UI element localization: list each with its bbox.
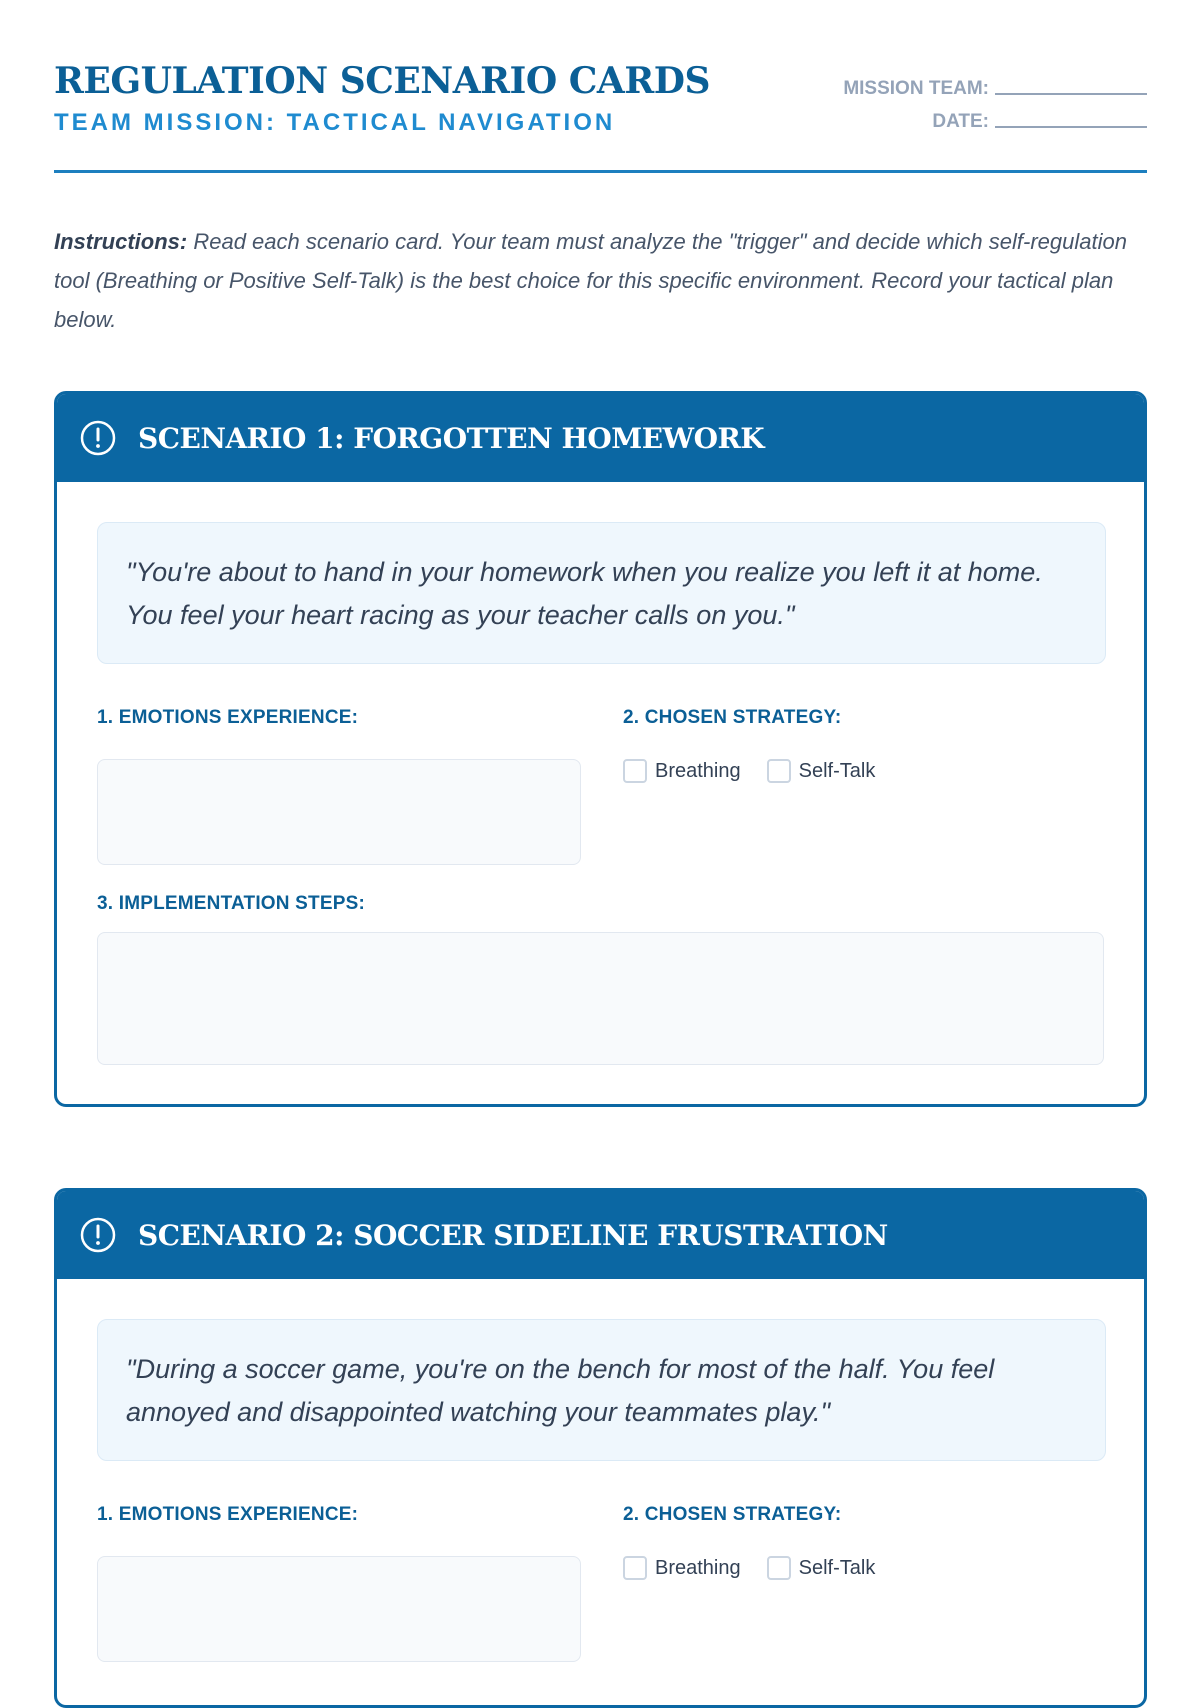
scenario-card	[54, 391, 1147, 1107]
date-row	[843, 100, 1147, 133]
implementation-input[interactable]	[97, 932, 1104, 1065]
selftalk-checkbox[interactable]	[767, 1556, 791, 1580]
scenario-title: SCENARIO 2: SOCCER SIDELINE FRUSTRATION	[138, 1218, 888, 1252]
instructions-text: Read each scenario card. Your team must analyze the "trigger" and decide which self-regulation tool (Breathing or Positive Self-Talk) is the best choice for this specific environment. Record your tactical plan below.	[54, 229, 1127, 332]
strategy-column	[623, 1503, 1106, 1580]
scenario-card	[54, 1188, 1147, 1708]
mission-team-label: MISSION TEAM:	[843, 78, 989, 99]
breathing-label: Breathing	[655, 759, 741, 782]
instructions	[54, 222, 1147, 339]
page-title: REGULATION SCENARIO CARDS	[54, 60, 710, 102]
breathing-option[interactable]	[623, 759, 741, 783]
breathing-checkbox[interactable]	[623, 759, 647, 783]
page-subtitle: TEAM MISSION: TACTICAL NAVIGATION	[54, 109, 616, 136]
emotions-column	[97, 706, 581, 865]
scenario-fields	[97, 706, 1104, 872]
scenario-fields	[97, 1503, 1104, 1669]
strategy-options	[623, 759, 1106, 783]
scenario-header	[57, 394, 1144, 482]
emotions-input[interactable]	[97, 1556, 581, 1662]
date-label: DATE:	[932, 111, 989, 132]
selftalk-label: Self-Talk	[798, 1556, 876, 1579]
strategy-column	[623, 706, 1106, 783]
mission-team-field[interactable]	[995, 93, 1147, 95]
implementation-label: 3. IMPLEMENTATION STEPS:	[97, 893, 365, 914]
implementation-section	[97, 892, 1104, 1065]
scenario-title: SCENARIO 1: FORGOTTEN HOMEWORK	[138, 421, 765, 455]
scenario-body	[57, 482, 1144, 1065]
scenario-header	[57, 1191, 1144, 1279]
emotions-column	[97, 1503, 581, 1662]
selftalk-checkbox[interactable]	[767, 759, 791, 783]
header-meta	[843, 67, 1147, 133]
strategy-label: 2. CHOSEN STRATEGY:	[623, 1504, 842, 1525]
selftalk-option[interactable]	[767, 759, 876, 783]
scenario-body	[57, 1279, 1144, 1669]
alert-circle-icon	[79, 419, 117, 457]
selftalk-label: Self-Talk	[798, 759, 876, 782]
instructions-lead: Instructions:	[54, 229, 188, 254]
breathing-checkbox[interactable]	[623, 1556, 647, 1580]
scenario-quote: "During a soccer game, you're on the bench for most of the half. You feel annoyed and disappointed watching your teammates play."	[97, 1319, 1106, 1461]
alert-circle-icon	[79, 1216, 117, 1254]
strategy-options	[623, 1556, 1106, 1580]
strategy-label: 2. CHOSEN STRATEGY:	[623, 707, 842, 728]
emotions-label: 1. EMOTIONS EXPERIENCE:	[97, 1504, 359, 1525]
scenario-quote: "You're about to hand in your homework when you realize you left it at home. You feel your heart racing as your teacher calls on you."	[97, 522, 1106, 664]
emotions-input[interactable]	[97, 759, 581, 865]
breathing-label: Breathing	[655, 1556, 741, 1579]
page-header	[54, 58, 1147, 173]
selftalk-option[interactable]	[767, 1556, 876, 1580]
date-field[interactable]	[995, 126, 1147, 128]
breathing-option[interactable]	[623, 1556, 741, 1580]
emotions-label: 1. EMOTIONS EXPERIENCE:	[97, 707, 359, 728]
mission-team-row	[843, 67, 1147, 100]
